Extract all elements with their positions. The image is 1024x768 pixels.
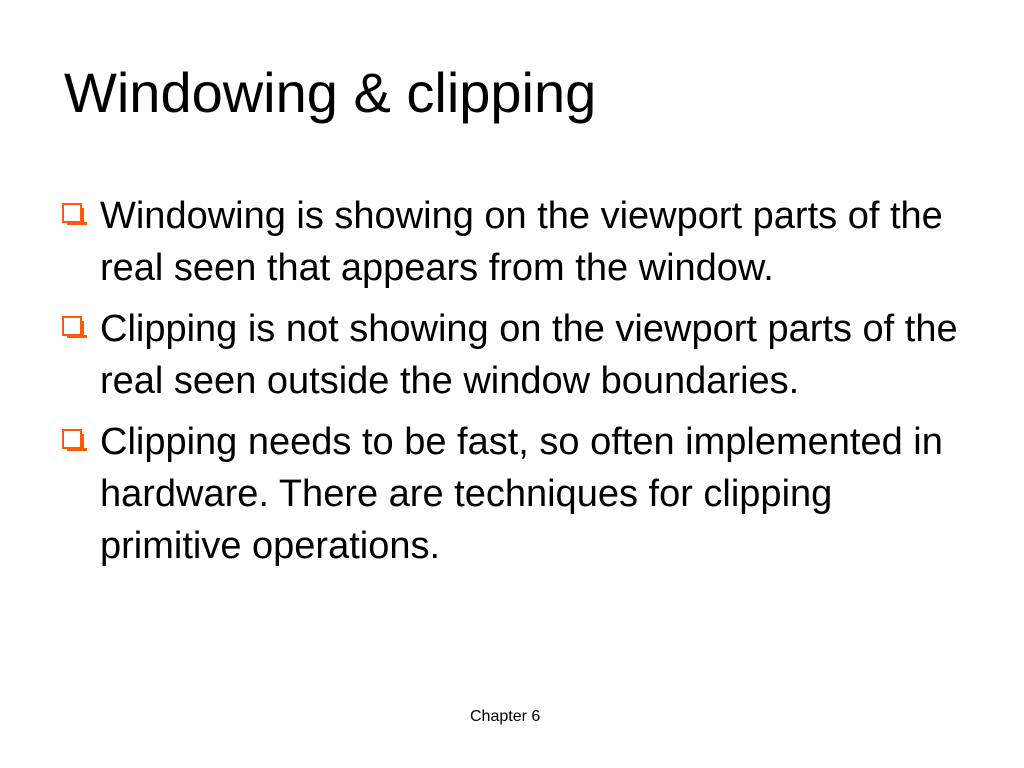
hollow-square-bullet-icon (62, 316, 82, 336)
slide-title: Windowing & clipping (64, 61, 597, 124)
bullet-item (62, 303, 962, 407)
bullet-item (62, 416, 962, 572)
hollow-square-bullet-icon (62, 203, 82, 223)
bullet-text: Clipping is not showing on the viewport parts of the real seen outside the window boundaries. (100, 308, 958, 402)
bullet-item (62, 190, 962, 294)
bullet-list (62, 190, 962, 581)
bullet-text: Clipping needs to be fast, so often implemented in hardware. There are techniques for clipping primitive operations. (100, 421, 943, 567)
bullet-text: Windowing is showing on the viewport parts of the real seen that appears from the window. (100, 195, 943, 289)
hollow-square-bullet-icon (62, 429, 82, 449)
slide-footer: Chapter 6 (470, 708, 541, 725)
